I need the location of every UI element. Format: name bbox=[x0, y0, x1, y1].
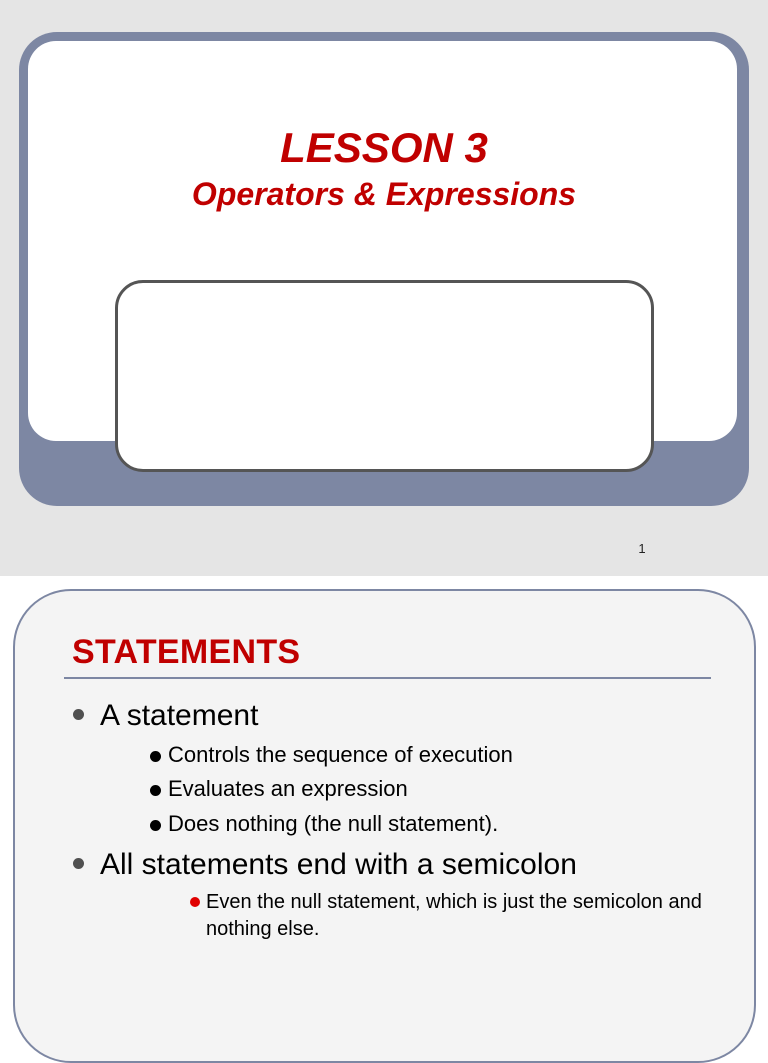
sub-bullet-text: Even the null statement, which is just the semicolon and nothing else. bbox=[206, 891, 702, 940]
bullet-item bbox=[100, 698, 258, 734]
bullet-dot-icon bbox=[150, 820, 161, 831]
slide-title: STATEMENTS bbox=[72, 633, 301, 671]
sub-bullet-text: Controls the sequence of execution bbox=[168, 742, 513, 767]
page-number: 1 bbox=[638, 541, 646, 556]
bullet-dot-icon bbox=[190, 897, 200, 907]
bullet-text: All statements end with a semicolon bbox=[100, 848, 577, 881]
sub-bullet-text: Does nothing (the null statement). bbox=[168, 811, 499, 836]
bullet-dot-icon bbox=[73, 858, 84, 869]
title-divider bbox=[64, 677, 711, 679]
bullet-item bbox=[100, 847, 577, 883]
sub-bullet-item bbox=[206, 889, 711, 943]
bullet-dot-icon bbox=[73, 709, 84, 720]
sub-bullet-item bbox=[168, 741, 513, 769]
lesson-title: LESSON 3 bbox=[280, 124, 488, 171]
bullet-dot-icon bbox=[150, 785, 161, 796]
slide-2 bbox=[0, 576, 768, 1024]
lesson-subtitle: Operators & Expressions bbox=[191, 176, 577, 212]
sub-bullet-item bbox=[168, 775, 408, 803]
empty-content-box bbox=[115, 280, 654, 472]
bullet-text: A statement bbox=[100, 699, 259, 732]
sub-bullet-text: Evaluates an expression bbox=[168, 776, 408, 801]
bullet-dot-icon bbox=[150, 751, 161, 762]
sub-bullet-item bbox=[168, 810, 498, 838]
